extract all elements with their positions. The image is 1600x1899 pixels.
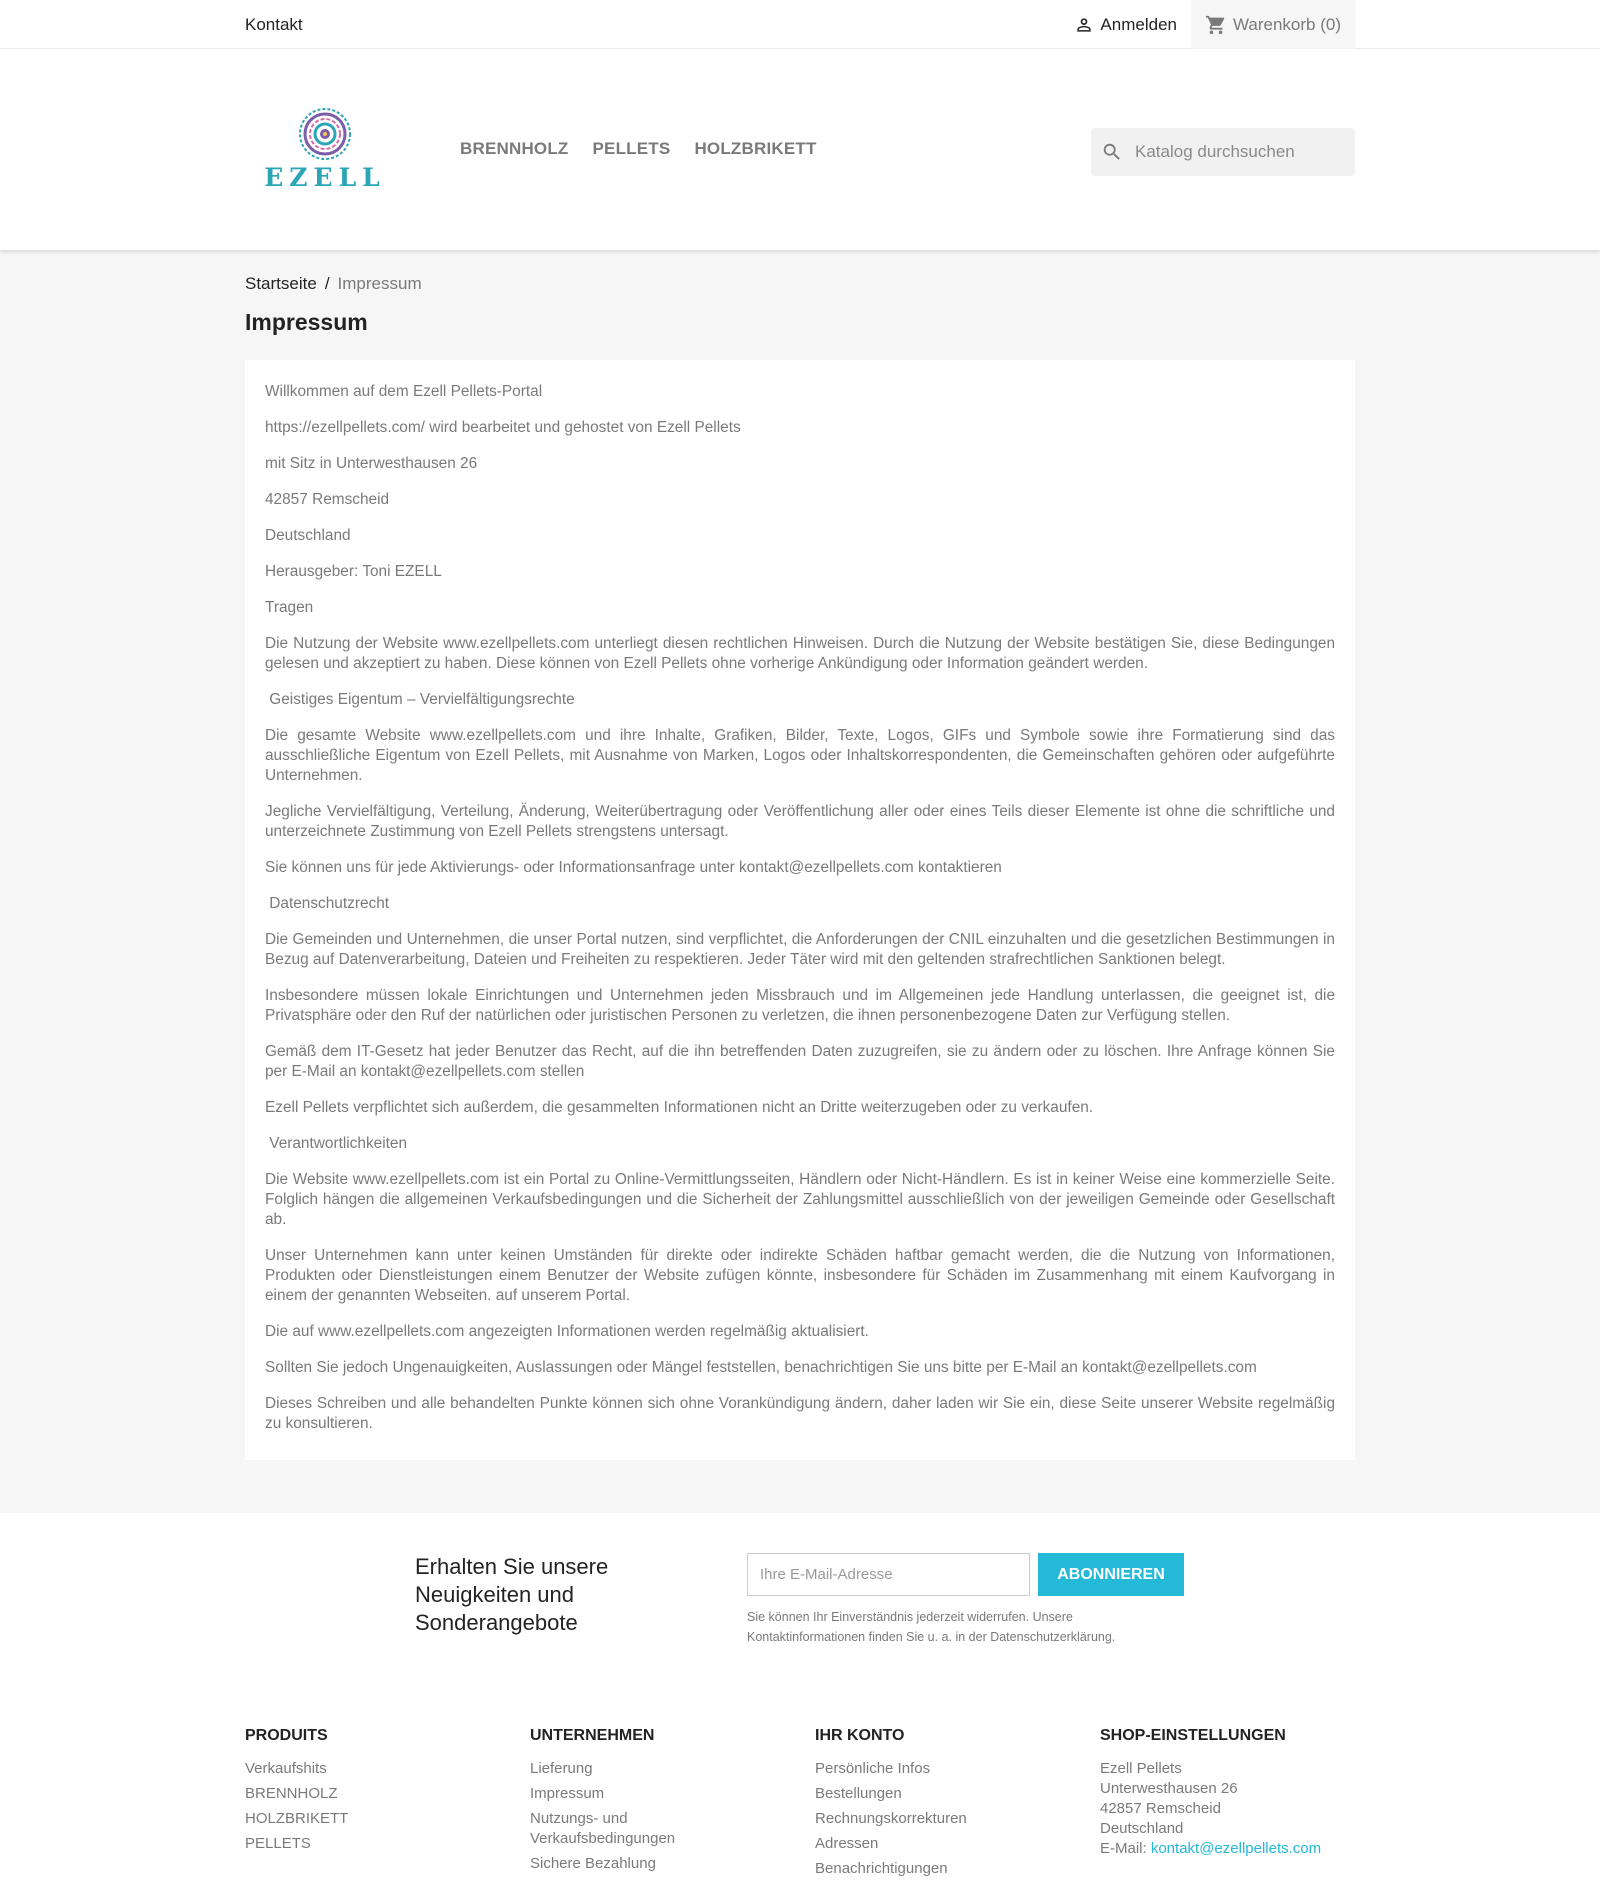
footer-products-title: PRODUITS	[245, 1727, 328, 1744]
content-paragraph: 42857 Remscheid	[265, 491, 390, 508]
mandala-icon	[298, 107, 352, 161]
content-paragraph: Die Website www.ezellpellets.com ist ein Portal zu Online-Vermittlungsseiten, Händlern oder Nicht-Händlern. Es ist in keiner Weise eine kommerzielle Seite. Folglich hängen die allgemeinen Verkaufsbedingungen und die Sicherheit der Zahlungsmittel ausschließlich von der jeweiligen Gemeinde oder Gesellschaft ab.	[265, 1171, 1335, 1228]
shop-address	[1100, 1759, 1321, 1859]
shop-address-line: Ezell Pellets	[1100, 1760, 1182, 1777]
shop-email-link[interactable]: kontakt@ezellpellets.com	[1150, 1840, 1322, 1857]
menu-item-pellets[interactable]: PELLETS	[592, 138, 671, 158]
footer-link[interactable]: BRENNHOLZ	[245, 1785, 338, 1802]
footer-account-title: IHR KONTO	[815, 1727, 905, 1744]
footer-link[interactable]: Benachrichtigungen	[815, 1860, 948, 1877]
user-icon	[1074, 15, 1094, 35]
search-box	[1091, 128, 1355, 176]
footer-company	[530, 1727, 710, 1879]
content-paragraph: Tragen	[265, 599, 314, 616]
content-paragraph: Ezell Pellets verpflichtet sich außerdem, die gesammelten Informationen nicht an Dritte weiterzugeben oder zu verkaufen.	[265, 1099, 1094, 1116]
logo[interactable]	[245, 100, 405, 200]
content-paragraph: Die Nutzung der Website www.ezellpellets.com unterliegt diesen rechtlichen Hinweisen. Durch die Nutzung der Website bestätigen Sie, diese Bedingungen gelesen und akzeptiert zu haben. Diese können von Ezell Pellets ohne vorherige Ankündigung oder Information geändert werden.	[265, 635, 1335, 672]
menu-item-holzbrikett[interactable]: HOLZBRIKETT	[694, 138, 817, 158]
content-heading: Geistiges Eigentum – Vervielfältigungsrechte	[265, 691, 575, 708]
breadcrumb	[245, 274, 1355, 294]
content-paragraph: Sollten Sie jedoch Ungenauigkeiten, Auslassungen oder Mängel feststellen, benachrichtigen Sie uns bitte per E-Mail an kontakt@ezellpellets.com	[265, 1359, 1257, 1376]
newsletter-section	[0, 1513, 1600, 1705]
footer-link[interactable]: Adressen	[815, 1835, 879, 1852]
footer-company-title: UNTERNEHMEN	[530, 1727, 655, 1744]
content-paragraph: Herausgeber: Toni EZELL	[265, 563, 442, 580]
content-paragraph: https://ezellpellets.com/ wird bearbeitet und gehostet von Ezell Pellets	[265, 419, 741, 436]
content-heading: Datenschutzrecht	[265, 895, 390, 912]
footer-shop-title: SHOP-EINSTELLUNGEN	[1100, 1727, 1286, 1744]
shop-address-line: Unterwesthausen 26	[1100, 1780, 1238, 1797]
footer-account	[815, 1727, 967, 1884]
logo-text: EZELL	[264, 163, 386, 192]
cart-icon	[1205, 14, 1227, 36]
content-paragraph: Sie können uns für jede Aktivierungs- oder Informationsanfrage unter kontakt@ezellpellets.com kontaktieren	[265, 859, 1002, 876]
shop-address-line: 42857 Remscheid	[1100, 1800, 1221, 1817]
content-paragraph: Gemäß dem IT-Gesetz hat jeder Benutzer das Recht, auf die ihn betreffenden Daten zuzugreifen, sie zu ändern oder zu löschen. Ihre Anfrage können Sie per E-Mail an kontakt@ezellpellets.com stellen	[265, 1043, 1335, 1080]
content-heading: Verantwortlichkeiten	[265, 1135, 408, 1152]
content-paragraph: Dieses Schreiben und alle behandelten Punkte können sich ohne Vorankündigung ändern, daher laden wir Sie ein, diese Seite unserer Website regelmäßig zu konsultieren.	[265, 1395, 1335, 1432]
footer-products	[245, 1727, 348, 1859]
footer-link[interactable]: PELLETS	[245, 1835, 311, 1852]
content-paragraph: Jegliche Vervielfältigung, Verteilung, Änderung, Weiterübertragung oder Veröffentlichung aller oder eines Teils dieser Elemente ist ohne die schriftliche und unterzeichnete Zustimmung von Ezell Pellets strengstens untersagt.	[265, 803, 1335, 840]
footer-link[interactable]: Impressum	[530, 1785, 605, 1802]
footer-link[interactable]: Persönliche Infos	[815, 1760, 931, 1777]
footer-link[interactable]: HOLZBRIKETT	[245, 1810, 349, 1827]
newsletter-title: Erhalten Sie unsere Neuigkeiten und Sonderangebote	[415, 1554, 609, 1635]
footer-link[interactable]: Sichere Bezahlung	[530, 1855, 656, 1872]
contact-link[interactable]: Kontakt	[245, 14, 303, 34]
cart-button[interactable]	[1191, 0, 1355, 49]
main-content	[0, 250, 1600, 1513]
cart-label: Warenkorb (0)	[1232, 14, 1341, 34]
top-bar	[0, 0, 1600, 49]
footer	[0, 1705, 1600, 1899]
footer-link[interactable]: Nutzungs- und Verkaufsbedingungen	[530, 1810, 676, 1847]
content-box	[245, 360, 1355, 1460]
breadcrumb-current: Impressum	[337, 274, 422, 293]
footer-link[interactable]: Verkaufshits	[245, 1760, 327, 1777]
search-icon[interactable]	[1101, 141, 1123, 163]
shop-email-label: E-Mail:	[1100, 1840, 1151, 1857]
content-paragraph: Deutschland	[265, 527, 351, 544]
content-paragraph: Die Gemeinden und Unternehmen, die unser Portal nutzen, sind verpflichtet, die Anforderungen der CNIL einzuhalten und die gesetzlichen Bestimmungen in Bezug auf Datenverarbeitung, Dateien und Freiheiten zu respektieren. Jeder Täter wird mit den geltenden strafrechtlichen Sanktionen belegt.	[265, 931, 1335, 968]
breadcrumb-separator: /	[324, 274, 330, 293]
content-paragraph: Insbesondere müssen lokale Einrichtungen und Unternehmen jeden Missbrauch und im Allgemeinen jede Handlung unterlassen, die geeignet ist, die Privatsphäre oder den Ruf der natürlichen oder juristischen Personen zu verletzen, die ihnen personenbezogene Daten zur Verfügung stellen.	[265, 987, 1335, 1024]
search-input[interactable]	[1135, 142, 1335, 162]
breadcrumb-home[interactable]: Startseite	[245, 274, 317, 293]
page-title: Impressum	[245, 309, 368, 335]
newsletter-email-input[interactable]	[747, 1553, 1030, 1596]
signin-link[interactable]	[1074, 15, 1177, 35]
content-paragraph: Die gesamte Website www.ezellpellets.com und ihre Inhalte, Grafiken, Bilder, Texte, Logos, GIFs und Symbole sowie ihre Formatierung sind das ausschließliche Eigentum von Ezell Pellets, mit Ausnahme von Marken, Logos oder Inhaltskorrespondenten, die Gemeinschaften gehören oder aufgeführte Unternehmen.	[265, 727, 1335, 784]
footer-link[interactable]: Lieferung	[530, 1760, 593, 1777]
main-menu	[460, 139, 817, 159]
subscribe-button[interactable]: ABONNIEREN	[1038, 1553, 1184, 1596]
header	[0, 49, 1600, 250]
content-paragraph: Unser Unternehmen kann unter keinen Umständen für direkte oder indirekte Schäden haftbar gemacht werden, die die Nutzung von Informationen, Produkten oder Dienstleistungen einem Benutzer der Website zufügen könnte, insbesondere für Schäden im Zusammenhang mit einem Kaufvorgang in einem der genannten Webseiten. auf unserem Portal.	[265, 1247, 1335, 1304]
footer-link[interactable]: Bestellungen	[815, 1785, 902, 1802]
shop-address-line: Deutschland	[1100, 1820, 1184, 1837]
newsletter-note: Sie können Ihr Einverständnis jederzeit widerrufen. Unsere Kontaktinformationen finden Sie u. a. in der Datenschutzerklärung.	[747, 1610, 1116, 1644]
content-paragraph: Die auf www.ezellpellets.com angezeigten Informationen werden regelmäßig aktualisiert.	[265, 1323, 869, 1340]
shop-email-row	[1100, 1839, 1321, 1859]
footer-link[interactable]: Rechnungskorrekturen	[815, 1810, 967, 1827]
footer-shop	[1100, 1727, 1321, 1859]
signin-label: Anmelden	[1100, 14, 1177, 34]
content-paragraph: Willkommen auf dem Ezell Pellets-Portal	[265, 383, 543, 400]
content-paragraph: mit Sitz in Unterwesthausen 26	[265, 455, 478, 472]
menu-item-brennholz[interactable]: BRENNHOLZ	[460, 138, 569, 158]
